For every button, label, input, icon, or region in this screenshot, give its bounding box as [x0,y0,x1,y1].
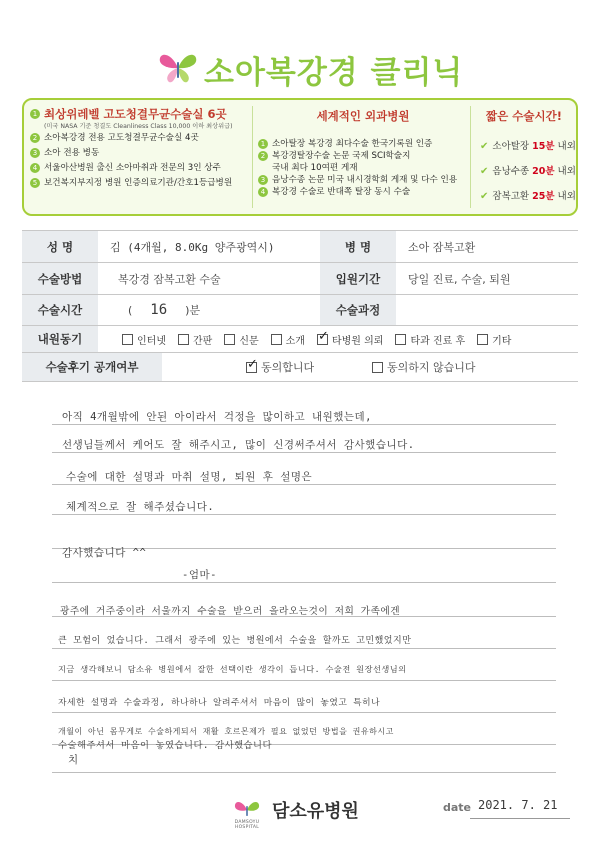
ruled-line [52,484,556,485]
checkbox[interactable] [372,362,383,373]
number-badge: 1 [30,109,40,119]
butterfly-logo-icon [158,50,198,86]
ruled-line [52,772,556,773]
info-right-item-time: 15분 [532,141,555,152]
info-middle-column [258,108,468,198]
motive-option-label: 타과 진료 후 [410,335,466,347]
name-label: 성 명 [22,231,98,262]
review-line: 지금 생각해보니 담소유 병원에서 잘한 선택이란 생각이 듭니다. 수술전 원장선생님의 [58,664,407,674]
info-right-item-time: 25분 [532,191,555,202]
review-line: 광주에 거주중이라 서울까지 수술을 받으러 올라오는것이 저희 가족에겐 [60,606,401,617]
info-middle-item [258,150,468,162]
ruled-line [52,514,556,515]
info-right-item-text: 잠복고환 [492,191,533,202]
info-middle-item-text: 소아탈장 복강경 최다수술 한국기록원 인증 [272,139,433,149]
info-middle-item-text: 국내 최다 10여편 게재 [272,163,358,173]
motive-option-other-dept[interactable] [395,332,465,347]
info-middle-title: 세계적인 외과병원 [316,109,410,123]
disease-label: 병 명 [320,231,396,262]
info-middle-item-text: 복강경 수술로 반대쪽 탈장 동시 수술 [272,187,411,197]
info-middle-item [258,162,468,174]
ruled-line [52,582,556,583]
info-right-item-time: 20분 [532,166,555,177]
motive-option-etc[interactable] [477,332,511,347]
agree-label: 동의합니다 [261,361,315,374]
review-line: 체계적으로 잘 해주셨습니다. [66,501,215,513]
motive-option-label: 간판 [192,335,213,347]
review-line: 아직 4개월밖에 안된 아이라서 걱정을 많이하고 내원했는데, [62,411,373,423]
disagree-option[interactable] [372,353,476,381]
motive-option-newspaper[interactable] [224,332,258,347]
info-right-item [476,188,576,202]
time-close: )분 [185,304,201,317]
time-open: ( [128,303,133,317]
info-right-column [476,108,576,202]
review-line: 감사했습니다 ^^ [62,547,147,559]
info-left-item [30,132,233,144]
ruled-line [52,452,556,453]
page-title: 소아복강경 클리닉 [204,55,464,91]
check-icon: ✔ [480,166,489,177]
info-left-note: (미국 NASA 기준 청결도 Cleanliness Class 10,000 이하 최상위급) [44,123,233,130]
review-line: 개월이 아닌 몸무게로 수술하게되서 재활 호르몬제가 필요 없었던 방법을 권유하시고 [58,727,394,736]
stay-value: 당일 진료, 수술, 퇴원 [408,272,511,286]
info-middle-item-text: 복강경탈장수술 논문 국제 SCI학술지 [272,151,411,161]
review-line: 수술해주셔서 마음이 놓였습니다. 감사했습니다 [58,740,273,751]
time-value: 16 [150,302,168,318]
motive-option-sign[interactable] [178,332,212,347]
checkbox[interactable] [224,334,235,345]
review-line: 선생님들께서 케어도 잘 해주시고, 많이 신경써주셔서 감사했습니다. [62,439,415,451]
disagree-label: 동의하지 않습니다 [387,361,476,374]
checkbox[interactable] [477,334,488,345]
info-divider [470,106,471,208]
method-label: 수술방법 [22,263,98,294]
info-left-title-row [30,108,233,120]
form-row-name [22,231,578,263]
info-left-item [30,162,233,174]
number-badge: 5 [30,178,40,188]
time-value-wrap [128,295,200,325]
info-left-item-text: 소아 전용 병동 [44,148,100,158]
hospital-name: 담소유병원 [272,801,359,822]
info-left-item-text: 소아복강경 전용 고도청결무균수술실 4곳 [44,133,199,143]
ruled-line [52,712,556,713]
checkbox[interactable] [178,334,189,345]
info-middle-item [258,174,468,186]
motive-option-label: 신문 [239,335,259,347]
ruled-line [52,424,556,425]
hospital-logo-text: DAMSOYU HOSPITAL [234,820,260,830]
number-badge: 3 [258,175,268,185]
ruled-line [52,680,556,681]
check-icon: ✔ [480,191,489,202]
review-line: -엄마- [182,569,217,581]
motive-options [122,326,523,352]
checkbox[interactable] [395,334,406,345]
form-row-time [22,295,578,326]
info-right-title: 짧은 수술시간! [486,109,562,123]
check-icon: ✔ [480,141,489,152]
info-right-item-suffix: 내외 [554,141,576,152]
review-line: 자세한 설명과 수술과정, 하나하나 알려주셔서 마음이 많이 놓였고 특히나 [58,698,381,708]
checkbox-checked[interactable] [246,362,257,373]
info-right-item [476,138,576,152]
number-badge: 2 [30,133,40,143]
stay-label: 입원기간 [320,263,396,294]
info-middle-item-text: 음낭수종 논문 미국 내시경학회 게재 및 다수 인용 [272,175,458,185]
review-line: 치 [68,754,79,766]
info-right-item-suffix: 내외 [554,166,576,177]
ruled-line [52,648,556,649]
info-middle-item [258,186,468,198]
motive-option-label: 인터넷 [137,335,166,347]
motive-option-label: 타병원 의뢰 [331,335,384,347]
motive-option-referral[interactable] [271,332,305,347]
review-line: 수술에 대한 설명과 마취 설명, 퇴원 후 설명은 [66,471,313,483]
info-left-item [30,147,233,159]
motive-option-label: 기타 [492,335,512,347]
info-divider [252,106,253,208]
info-left-title: 최상위레벨 고도청결무균수술실 6곳 [44,107,227,121]
method-value: 복강경 잠복고환 수술 [118,272,221,286]
info-right-item [476,163,576,177]
info-middle-item [258,138,468,150]
motive-option-label: 소개 [285,335,305,347]
number-badge: 4 [258,187,268,197]
motive-option-other-hospital[interactable] [317,332,383,347]
disease-value: 소아 잠복고환 [408,240,476,254]
number-badge: 2 [258,151,268,161]
date-rule [470,818,570,819]
date-value: 2021. 7. 21 [478,798,558,812]
info-right-item-text: 소아탈장 [492,141,533,152]
number-badge: 3 [30,148,40,158]
info-left-item-text: 보건복지부지정 병원 인증의료기관/간호1등급병원 [44,178,233,188]
motive-option-internet[interactable] [122,332,166,347]
number-badge: 4 [30,163,40,173]
date-label: date [443,801,472,814]
time-label: 수술시간 [22,295,98,325]
review-line: 큰 모험이 었습니다. 그래서 광주에 있는 병원에서 수술을 할까도 고민했었지만 [58,636,412,646]
info-left-column [30,108,233,189]
agree-option[interactable] [246,353,314,381]
info-left-item [30,177,233,189]
info-right-item-suffix: 내외 [554,191,576,202]
name-value: 김 (4개월, 8.0Kg 양주광역시) [110,240,275,254]
checkbox[interactable] [122,334,133,345]
checkbox[interactable] [271,334,282,345]
checkbox-checked[interactable] [317,334,328,345]
motive-label: 내원동기 [22,326,98,352]
info-left-item-text: 서울아산병원 출신 소아마취과 전문의 3인 상주 [44,163,221,173]
process-label: 수술과정 [320,295,396,325]
number-badge: 1 [258,139,268,149]
public-label: 수술후기 공개여부 [22,353,162,381]
info-right-item-text: 음낭수종 [492,166,533,177]
